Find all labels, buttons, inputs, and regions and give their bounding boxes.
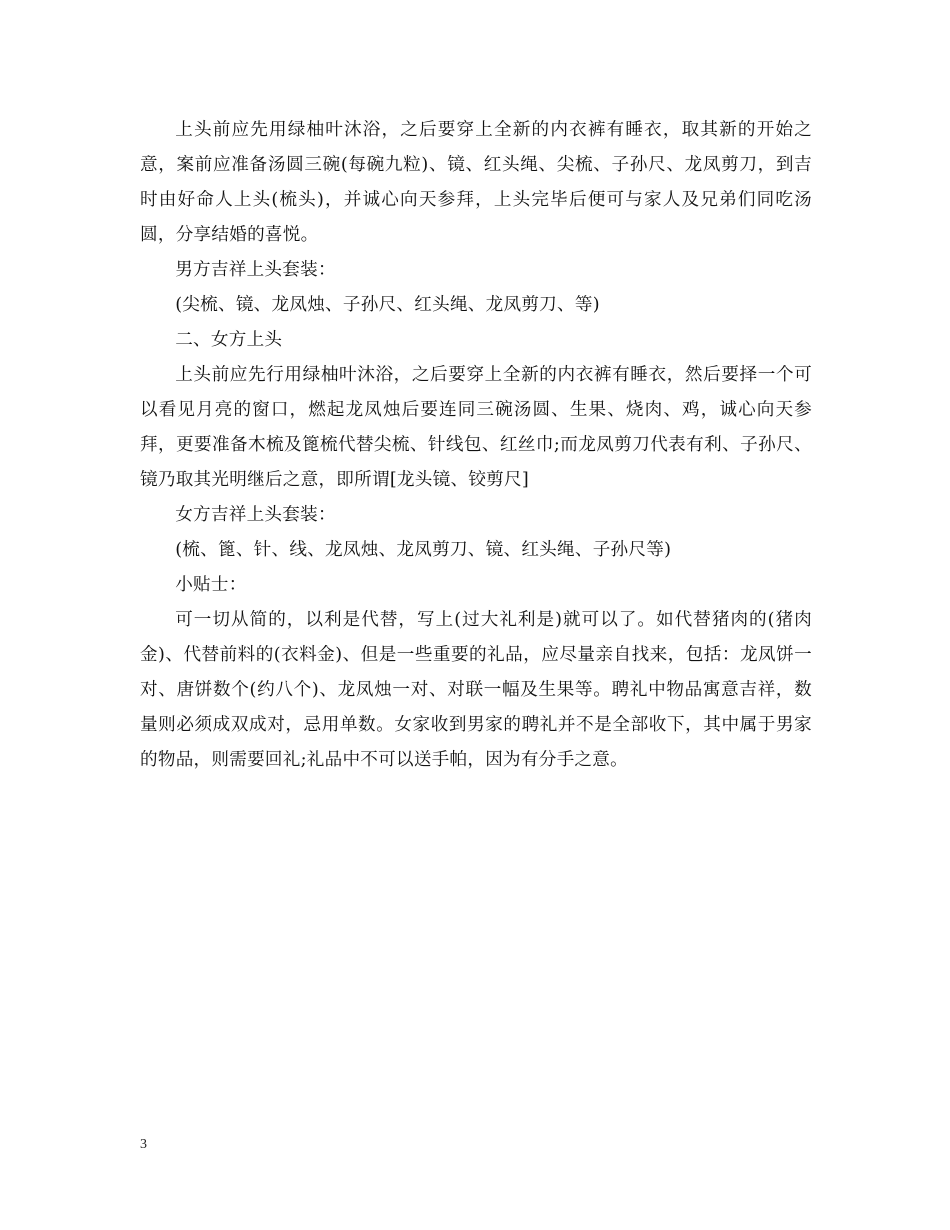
page-number: 3 (140, 1137, 147, 1152)
paragraph-male-kit-items: (尖梳、镜、龙凤烛、子孙尺、红头绳、龙凤剪刀、等) (175, 295, 600, 315)
document-body (140, 113, 812, 778)
tips-heading: 小贴士： (175, 575, 247, 595)
paragraph-female-kit-heading: 女方吉祥上头套装： (175, 505, 336, 525)
paragraph-male-ceremony: 上头前应先用绿柚叶沐浴，之后要穿上全新的内衣裤有睡衣，取其新的开始之意，案前应准备汤圆三碗(每碗九粒)、镜、红头绳、尖梳、子孙尺、龙凤剪刀，到吉时由好命人上头(梳头)，并诚心向天参拜，上头完毕后便可与家人及兄弟们同吃汤圆，分享结婚的喜悦。 (140, 120, 812, 245)
paragraph-female-kit-items: (梳、篦、针、线、龙凤烛、龙凤剪刀、镜、红头绳、子孙尺等) (175, 540, 672, 560)
paragraph-tips: 可一切从简的，以利是代替，写上(过大礼利是)就可以了。如代替猪肉的(猪肉金)、代替前料的(衣料金)、但是一些重要的礼品，应尽量亲自找来，包括：龙凤饼一对、唐饼数个(约八个)、龙凤烛一对、对联一幅及生果等。聘礼中物品寓意吉祥，数量则必须成双成对，忌用单数。女家收到男家的聘礼并不是全部收下，其中属于男家的物品，则需要回礼;礼品中不可以送手帕，因为有分手之意。 (140, 610, 812, 770)
section-heading-female: 二、女方上头 (175, 330, 283, 350)
paragraph-female-ceremony: 上头前应先行用绿柚叶沐浴，之后要穿上全新的内衣裤有睡衣，然后要择一个可以看见月亮的窗口，燃起龙凤烛后要连同三碗汤圆、生果、烧肉、鸡，诚心向天参拜，更要准备木梳及篦梳代替尖梳、针线包、红丝巾;而龙凤剪刀代表有利、子孙尺、镜乃取其光明继后之意，即所谓[龙头镜、铰剪尺] (140, 365, 812, 490)
paragraph-male-kit-heading: 男方吉祥上头套装： (175, 260, 336, 280)
